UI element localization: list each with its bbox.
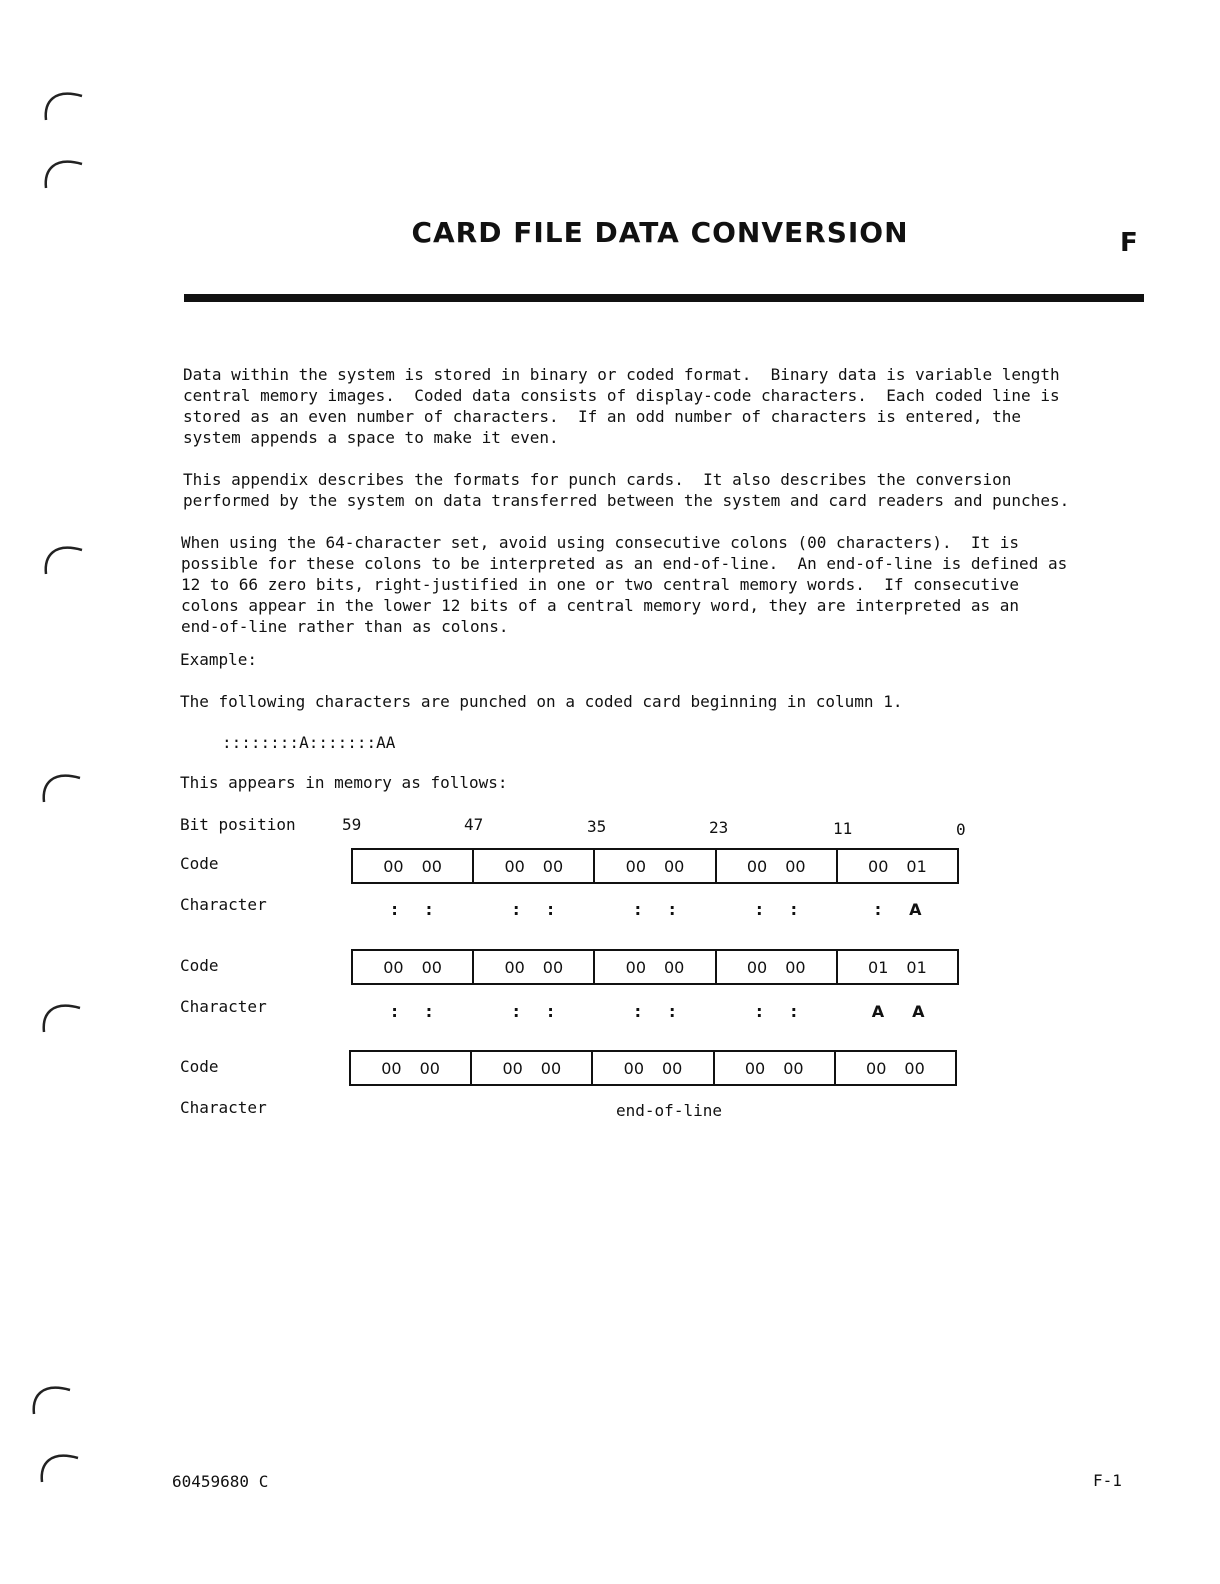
character-label: Character [180,1098,267,1117]
memory-word-1 [351,848,959,884]
code-value: 00 [783,1058,804,1078]
code-value: 00 [664,957,685,977]
memory-intro: This appears in memory as follows: [180,773,508,792]
example-label: Example: [180,650,258,669]
code-byte-pair [595,850,716,882]
code-value: 00 [381,1058,402,1078]
code-value: 00 [625,856,646,876]
code-value: 00 [540,1058,562,1078]
paragraph-storage-formats: Data within the system is stored in binary or coded format. Binary data is variable length central memory images. Coded data consists of display-code characters. Each coded line is stored as an even number of characters. If an odd number of characters is entered, the system appends a space to make it even. [183,365,1060,447]
binding-mark-icon [28,1376,72,1416]
code-value: 00 [383,856,404,876]
bit-position-0: 0 [956,820,966,839]
code-value: 00 [421,856,442,876]
paragraph-colon-warning: When using the 64-character set, avoid using consecutive colons (00 characters). It is possible for these colons to be interpreted as an end-of-line. An end-of-line is defined as 12 to 66 zero bits, right-justified in one or two central memory words. If consecutive colons appear in the lower 12 bits of a central memory word, they are interpreted as an end-of-line rather than as colons. [181,533,1068,636]
code-byte-pair [717,850,838,882]
character-value: : [634,900,641,919]
document-number: 60459680 C [172,1472,269,1491]
bit-position-59: 59 [342,815,362,834]
code-value: 00 [664,856,685,876]
code-byte-pair [472,1052,593,1084]
character-value: : [668,900,676,919]
code-label: Code [180,1057,219,1076]
character-value: : [668,1002,676,1021]
code-value: 00 [419,1058,440,1078]
code-value: 00 [383,957,404,977]
code-value: 00 [542,856,564,876]
character-label: Character [180,997,267,1016]
bit-position-47: 47 [464,815,484,834]
bit-position-35: 35 [587,817,607,836]
code-byte-pair [353,850,474,882]
binding-mark-icon [36,1444,80,1484]
example-intro: The following characters are punched on a coded card beginning in column 1. [180,692,903,711]
code-value: 00 [746,856,768,876]
code-value: 00 [504,957,525,977]
page-number: F-1 [1093,1471,1122,1490]
binding-mark-icon [38,994,82,1034]
character-value: : [512,900,520,919]
code-byte-pair [717,951,838,983]
code-value: 00 [542,957,564,977]
code-label: Code [180,854,219,873]
code-value: 00 [746,957,768,977]
code-byte-pair [595,951,716,983]
binding-mark-icon [38,764,82,804]
binding-mark-icon [40,82,84,122]
code-value: 00 [421,957,442,977]
character-value: : [756,1002,763,1021]
code-value: 00 [904,1058,925,1078]
code-label: Code [180,956,219,975]
code-byte-pair [353,951,474,983]
code-value: 00 [744,1058,766,1078]
code-byte-pair [351,1052,472,1084]
code-value: 01 [868,957,889,977]
code-value: 00 [785,957,806,977]
character-value: A [909,900,922,919]
paragraph-appendix-scope: This appendix describes the formats for punch cards. It also describes the conversion performed by the system on data transferred between the system and card readers and punches. [183,470,1070,510]
bit-position-label: Bit position [180,815,296,834]
character-value: A [912,1002,925,1021]
character-value: : [756,900,763,919]
code-value: 00 [504,856,525,876]
code-value: 00 [625,957,646,977]
character-value: : [425,1002,433,1021]
code-byte-pair [838,951,957,983]
code-byte-pair [474,850,595,882]
code-byte-pair [838,850,957,882]
character-value: : [547,900,554,919]
code-byte-pair [715,1052,836,1084]
character-value: : [790,1002,797,1021]
code-value: 00 [868,856,889,876]
code-byte-pair [474,951,595,983]
title-rule [184,294,1144,302]
end-of-line-label: end-of-line [616,1101,722,1120]
code-value: 00 [662,1058,683,1078]
character-value: : [391,1002,398,1021]
binding-mark-icon [40,150,84,190]
character-value: : [874,900,882,919]
code-value: 00 [866,1058,887,1078]
appendix-letter: F [1120,228,1138,258]
character-value: : [512,1002,520,1021]
character-value: : [547,1002,554,1021]
character-row-2 [351,1002,959,1021]
example-sample: ::::::::A:::::::AA [222,733,396,752]
character-value: : [425,900,433,919]
code-byte-pair [593,1052,714,1084]
character-value: : [790,900,797,919]
character-value: A [871,1002,885,1021]
code-value: 00 [502,1058,523,1078]
code-byte-pair [836,1052,955,1084]
code-value: 01 [906,957,927,977]
page-title: CARD FILE DATA CONVERSION [411,216,909,249]
character-label: Character [180,895,267,914]
code-value: 00 [623,1058,644,1078]
code-value: 01 [906,856,927,876]
character-value: : [391,900,398,919]
memory-word-3 [349,1050,957,1086]
memory-word-2 [351,949,959,985]
bit-position-11: 11 [833,819,853,838]
binding-mark-icon [40,536,84,576]
code-value: 00 [785,856,806,876]
character-value: : [634,1002,641,1021]
character-row-1 [351,900,959,919]
bit-position-23: 23 [709,818,729,837]
